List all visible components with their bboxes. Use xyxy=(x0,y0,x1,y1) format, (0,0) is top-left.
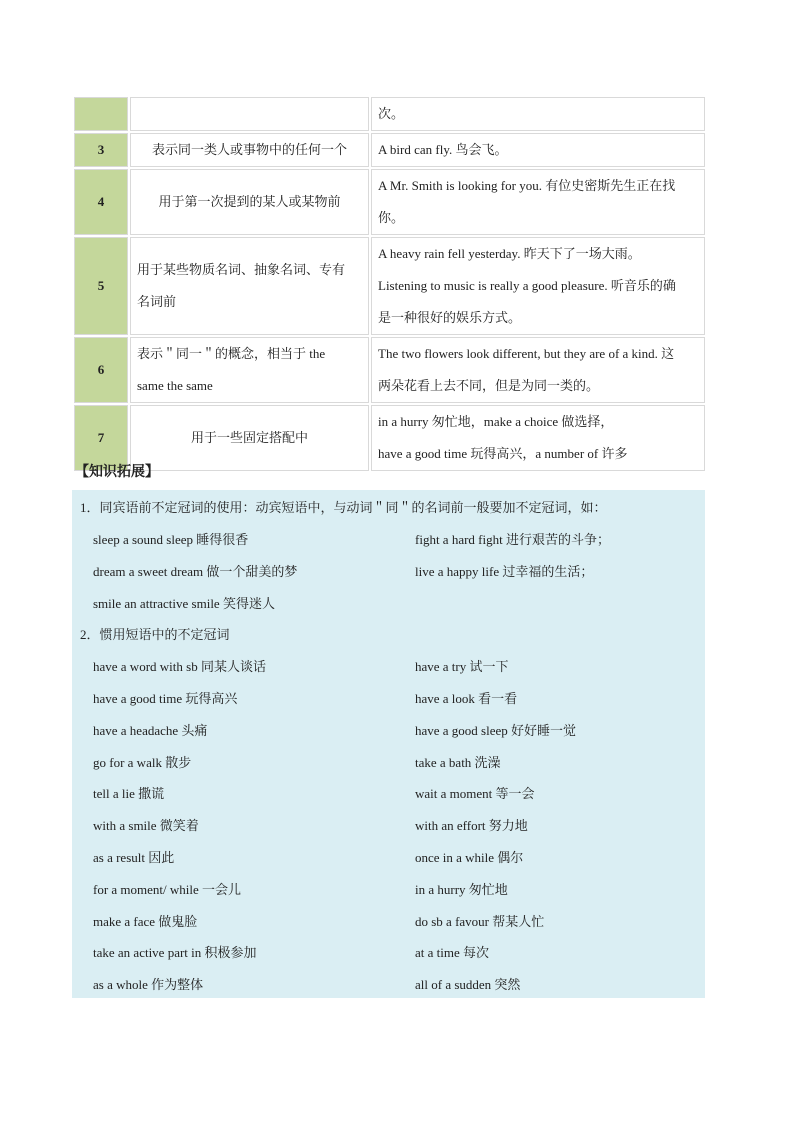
example-cell xyxy=(371,405,705,471)
example-cell xyxy=(371,337,705,403)
row-number: 5 xyxy=(74,237,128,335)
phrase-item: go for a walk 散步 xyxy=(93,755,192,770)
table-row xyxy=(74,405,705,471)
knowledge-box xyxy=(72,490,705,998)
usage-cell: 表示同一类人或事物中的任何一个 xyxy=(130,133,369,167)
example-cell xyxy=(371,237,705,335)
example-line: in a hurry 匆忙地，make a choice 做选择， xyxy=(378,414,614,429)
example-line: 两朵花看上去不同，但是为同一类的。 xyxy=(378,378,600,393)
row-number: 6 xyxy=(74,337,128,403)
usage-cell xyxy=(130,337,369,403)
example-line: 是一种很好的娱乐方式。 xyxy=(378,310,522,325)
point-heading: 2．惯用短语中的不定冠词 xyxy=(80,627,230,642)
table-row xyxy=(74,169,705,235)
row-number: 3 xyxy=(74,133,128,167)
phrase-item: fight a hard fight 进行艰苦的斗争； xyxy=(415,532,610,547)
phrase-item: with an effort 努力地 xyxy=(415,818,528,833)
example-cell xyxy=(371,97,705,131)
phrase-item: live a happy life 过幸福的生活； xyxy=(415,564,594,579)
phrase-item: as a whole 作为整体 xyxy=(93,977,204,992)
phrase-item: make a face 做鬼脸 xyxy=(93,914,198,929)
phrase-item: as a result 因此 xyxy=(93,850,175,865)
example-line: A Mr. Smith is looking for you. 有位史密斯先生正在找 xyxy=(378,178,676,193)
example-line: have a good time 玩得高兴，a number of 许多 xyxy=(378,446,628,461)
table-row xyxy=(74,337,705,403)
phrase-item: have a look 看一看 xyxy=(415,691,518,706)
phrase-item: take a bath 洗澡 xyxy=(415,755,501,770)
example-line: Listening to music is really a good pleasure. 听音乐的确 xyxy=(378,278,676,293)
table-row xyxy=(74,133,705,167)
phrase-item: sleep a sound sleep 睡得很香 xyxy=(93,532,249,547)
usage-cell: 用于第一次提到的某人或某物前 xyxy=(130,169,369,235)
phrase-item: all of a sudden 突然 xyxy=(415,977,521,992)
phrase-item: with a smile 微笑着 xyxy=(93,818,199,833)
example-line: 次。 xyxy=(378,106,405,121)
row-number: 7 xyxy=(74,405,128,471)
usage-line: 表示＂同一＂的概念，相当于 the xyxy=(137,346,326,361)
section-title: 【知识拓展】 xyxy=(75,465,159,480)
phrase-item: for a moment/ while 一会儿 xyxy=(93,882,242,897)
row-number xyxy=(74,97,128,131)
phrase-item: take an active part in 积极参加 xyxy=(93,945,257,960)
point-heading: 1．同宾语前不定冠词的使用：动宾短语中，与动词＂同＂的名词前一般要加不定冠词，如： xyxy=(80,500,607,515)
phrase-item: do sb a favour 帮某人忙 xyxy=(415,914,545,929)
phrase-item: tell a lie 撒谎 xyxy=(93,786,165,801)
phrase-item: smile an attractive smile 笑得迷人 xyxy=(93,596,275,611)
example-cell xyxy=(371,169,705,235)
usage-cell xyxy=(130,237,369,335)
phrase-item: have a headache 头痛 xyxy=(93,723,208,738)
example-line: The two flowers look different, but they are of a kind. 这 xyxy=(378,346,675,361)
phrase-item: in a hurry 匆忙地 xyxy=(415,882,508,897)
usage-line: 用于某些物质名词、抽象名词、专有 xyxy=(137,262,346,277)
usage-cell: 用于一些固定搭配中 xyxy=(130,405,369,471)
phrase-item: have a word with sb 同某人谈话 xyxy=(93,659,266,674)
phrase-item: have a good time 玩得高兴 xyxy=(93,691,238,706)
example-line: A bird can fly. 鸟会飞。 xyxy=(378,142,508,157)
usage-line: 名词前 xyxy=(137,294,177,309)
phrase-item: once in a while 偶尔 xyxy=(415,850,524,865)
phrase-item: dream a sweet dream 做一个甜美的梦 xyxy=(93,564,298,579)
row-number: 4 xyxy=(74,169,128,235)
example-line: A heavy rain fell yesterday. 昨天下了一场大雨。 xyxy=(378,246,641,261)
phrase-item: have a try 试一下 xyxy=(415,659,509,674)
table-row xyxy=(74,237,705,335)
phrase-item: wait a moment 等一会 xyxy=(415,786,535,801)
usage-cell xyxy=(130,97,369,131)
example-line: 你。 xyxy=(378,210,405,225)
usage-table xyxy=(72,95,707,473)
phrase-item: have a good sleep 好好睡一觉 xyxy=(415,723,577,738)
example-cell xyxy=(371,133,705,167)
table-row xyxy=(74,97,705,131)
usage-line: same the same xyxy=(137,378,213,393)
phrase-item: at a time 每次 xyxy=(415,945,490,960)
